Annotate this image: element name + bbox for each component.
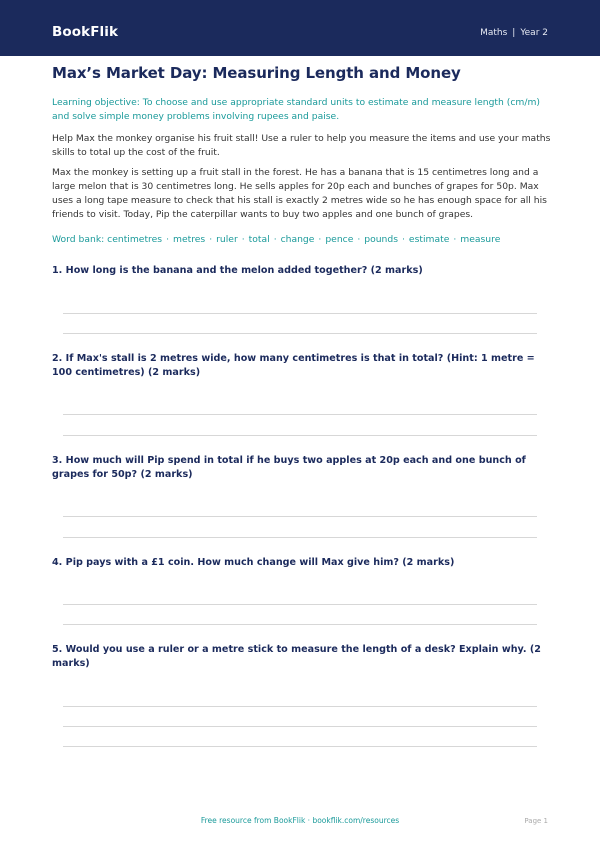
page-number: Page 1	[524, 817, 548, 825]
word-bank-label: Word bank:	[52, 234, 105, 245]
footer-credit: Free resource from BookFlik · bookflik.com/resources	[200, 816, 400, 825]
word-bank-word: pounds	[364, 234, 398, 245]
word-bank	[52, 233, 552, 247]
brand-logo: BookFlik	[52, 24, 119, 40]
year-label: Year 2	[520, 28, 548, 38]
word-bank-separator: ·	[318, 234, 322, 245]
learning-objective: Learning objective: To choose and use appropriate standard units to estimate and measure length (cm/m) and solve simple money problems involving rupees and paise.	[52, 97, 540, 122]
answer-line[interactable]	[63, 414, 537, 415]
answer-line[interactable]	[63, 435, 537, 436]
word-bank-separator: ·	[453, 234, 457, 245]
story-paragraph: Max the monkey is setting up a fruit stall in the forest. He has a banana that is 15 centimetres long and a large melon that is 30 centimetres long. He sells apples for 20p each and bunches of grapes for 50p. Max uses a long tape measure to check that his stall is exactly 2 metres wide so he has enough space for all his friends to visit. Today, Pip the caterpillar wants to buy two apples and one bunch of grapes.	[52, 167, 547, 220]
answer-line[interactable]	[63, 516, 537, 517]
subject-year-label	[480, 28, 548, 38]
question-4: 4. Pip pays with a £1 coin. How much change will Max give him? (2 marks)	[52, 557, 455, 568]
word-bank-word: change	[280, 234, 315, 245]
word-bank-word: pence	[325, 234, 354, 245]
answer-line[interactable]	[63, 706, 537, 707]
answer-line[interactable]	[63, 746, 537, 747]
word-bank-separator: ·	[166, 234, 169, 245]
word-bank-word: estimate	[408, 234, 450, 245]
intro-paragraph: Help Max the monkey organise his fruit stall! Use a ruler to help you measure the items and use your maths skills to total up the cost of the fruit.	[52, 133, 551, 158]
word-bank-separator: ·	[241, 234, 245, 245]
word-bank-separator: ·	[402, 234, 405, 245]
word-bank-word: centimetres	[107, 234, 163, 245]
word-bank-word: total	[248, 234, 270, 245]
word-bank-separator: ·	[273, 234, 277, 245]
subject-label: Maths	[480, 28, 508, 38]
question-2: 2. If Max's stall is 2 metres wide, how many centimetres is that in total? (Hint: 1 metre = 100 centimetres) (2 marks)	[52, 353, 535, 378]
answer-line[interactable]	[63, 726, 537, 727]
answer-line[interactable]	[63, 537, 537, 538]
word-bank-separator: ·	[209, 234, 213, 245]
answer-line[interactable]	[63, 624, 537, 625]
meta-separator: |	[512, 28, 516, 38]
word-bank-word: ruler	[216, 234, 238, 245]
worksheet-title: Max’s Market Day: Measuring Length and Money	[52, 64, 461, 82]
header-bar	[0, 0, 600, 56]
word-bank-separator: ·	[357, 234, 361, 245]
answer-line[interactable]	[63, 604, 537, 605]
word-bank-word: measure	[460, 234, 501, 245]
word-bank-word: metres	[173, 234, 206, 245]
question-3: 3. How much will Pip spend in total if he buys two apples at 20p each and one bunch of grapes for 50p? (2 marks)	[52, 455, 526, 480]
answer-line[interactable]	[63, 333, 537, 334]
question-1: 1. How long is the banana and the melon added together? (2 marks)	[52, 265, 423, 276]
question-5: 5. Would you use a ruler or a metre stick to measure the length of a desk? Explain why. (2 marks)	[52, 644, 541, 669]
answer-line[interactable]	[63, 313, 537, 314]
